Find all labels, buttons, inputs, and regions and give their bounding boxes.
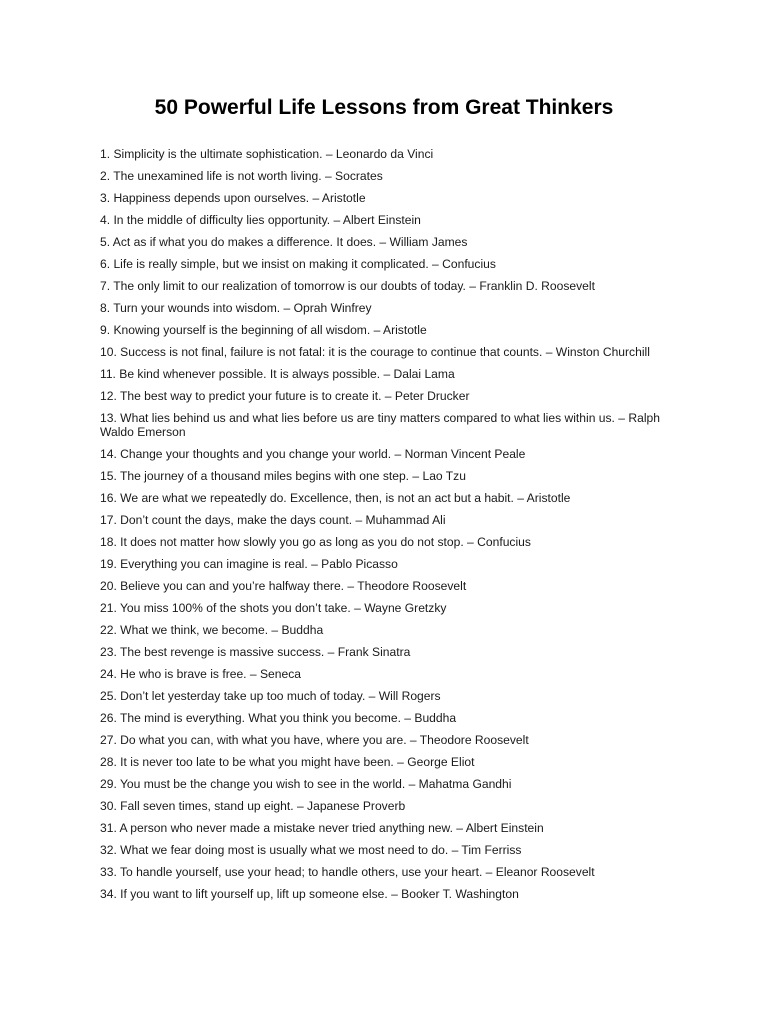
quote-item: 32. What we fear doing most is usually what we most need to do. – Tim Ferriss [100,843,522,857]
quote-item: 16. We are what we repeatedly do. Excellence, then, is not an act but a habit. – Aristotle [100,491,571,505]
quote-item: 6. Life is really simple, but we insist on making it complicated. – Confucius [100,257,496,271]
quote-item: 10. Success is not final, failure is not fatal: it is the courage to continue that counts. – Winston Churchill [100,345,650,359]
quote-item: 2. The unexamined life is not worth living. – Socrates [100,169,383,183]
quote-item: 24. He who is brave is free. – Seneca [100,667,301,681]
quote-item: 3. Happiness depends upon ourselves. – Aristotle [100,191,366,205]
quote-item: 27. Do what you can, with what you have, where you are. – Theodore Roosevelt [100,733,529,747]
quote-item: 7. The only limit to our realization of tomorrow is our doubts of today. – Franklin D. Roosevelt [100,279,595,293]
quote-item: 12. The best way to predict your future is to create it. – Peter Drucker [100,389,470,403]
quote-item: 4. In the middle of difficulty lies opportunity. – Albert Einstein [100,213,421,227]
quote-item: 21. You miss 100% of the shots you don’t take. – Wayne Gretzky [100,601,447,615]
quote-item: 18. It does not matter how slowly you go as long as you do not stop. – Confucius [100,535,531,549]
quote-item: 33. To handle yourself, use your head; to handle others, use your heart. – Eleanor Roosevelt [100,865,595,879]
quote-item: 19. Everything you can imagine is real. – Pablo Picasso [100,557,398,571]
quote-item: 23. The best revenge is massive success. – Frank Sinatra [100,645,411,659]
quote-item: 22. What we think, we become. – Buddha [100,623,324,637]
quote-item: 28. It is never too late to be what you might have been. – George Eliot [100,755,475,769]
quote-item: 1. Simplicity is the ultimate sophistication. – Leonardo da Vinci [100,147,434,161]
quote-item: 25. Don’t let yesterday take up too much of today. – Will Rogers [100,689,441,703]
page-title: 50 Powerful Life Lessons from Great Thinkers [154,96,614,119]
quote-item: 29. You must be the change you wish to see in the world. – Mahatma Gandhi [100,777,512,791]
quote-item: 30. Fall seven times, stand up eight. – Japanese Proverb [100,799,406,813]
quote-item: 26. The mind is everything. What you think you become. – Buddha [100,711,457,725]
quote-item: 31. A person who never made a mistake never tried anything new. – Albert Einstein [100,821,544,835]
quote-item: 20. Believe you can and you’re halfway there. – Theodore Roosevelt [100,579,467,593]
quote-item: 15. The journey of a thousand miles begins with one step. – Lao Tzu [100,469,466,483]
quote-item: 13. What lies behind us and what lies before us are tiny matters compared to what lies within us. – Ralph Waldo Emerson [100,411,660,439]
quote-item: 11. Be kind whenever possible. It is always possible. – Dalai Lama [100,367,455,381]
quote-item: 34. If you want to lift yourself up, lift up someone else. – Booker T. Washington [100,887,519,901]
quote-item: 17. Don’t count the days, make the days count. – Muhammad Ali [100,513,446,527]
quote-item: 14. Change your thoughts and you change your world. – Norman Vincent Peale [100,447,526,461]
quote-list [100,147,668,901]
quote-item: 9. Knowing yourself is the beginning of all wisdom. – Aristotle [100,323,427,337]
quote-item: 5. Act as if what you do makes a difference. It does. – William James [100,235,468,249]
quote-item: 8. Turn your wounds into wisdom. – Oprah Winfrey [100,301,372,315]
